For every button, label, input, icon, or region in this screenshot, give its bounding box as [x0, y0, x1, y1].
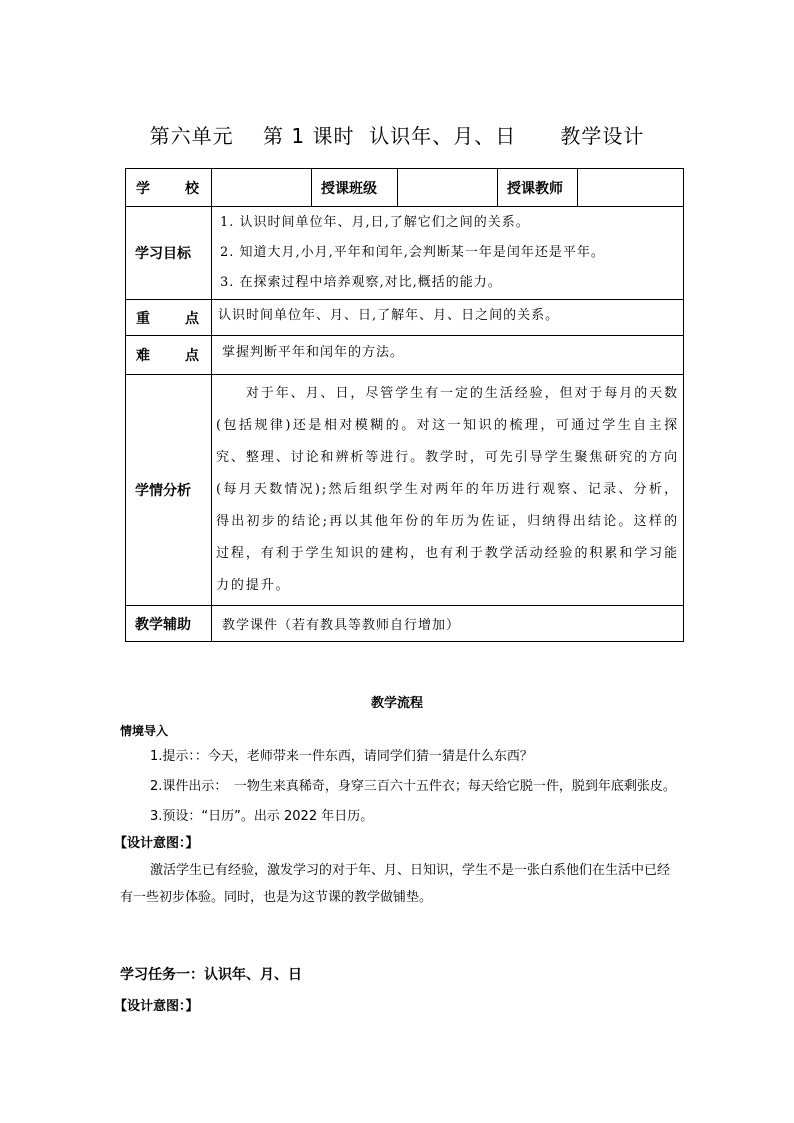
goal-item: 2. 知道大月,小月,平年和闰年,会判断某一年是闰年还是平年。 [220, 245, 605, 260]
difficulty-label: 难 点 [136, 348, 199, 364]
design-intent-label: 【设计意图：】 [114, 836, 199, 851]
goals-cell [212, 207, 684, 300]
goals-label: 学习目标 [135, 246, 191, 262]
key-label-cell [126, 300, 212, 336]
intro-item: 2.课件出示： 一物生来真稀奇，身穿三百六十五件衣；每天给它脱一件，脱到年底剩张皮。 [150, 779, 676, 794]
difficulty-cell [212, 336, 684, 375]
intro-items [114, 743, 680, 911]
teacher-value-cell [578, 169, 684, 207]
difficulty-label-cell [126, 336, 212, 375]
teacher-label: 授课教师 [507, 180, 563, 197]
lesson-info-table [125, 168, 684, 642]
section-heading: 情境导入 [120, 724, 169, 738]
intent-paragraph: 激活学生已有经验，激发学习的对于年、月、日知识，学生不是一张白系他们在生活中已经有一些初步体验。同时，也是为这节课的教学做铺垫。 [120, 863, 671, 905]
document-title: 第六单元 第 1 课时 认识年、月、日 教学设计 [149, 124, 645, 148]
analysis-cell [212, 375, 684, 606]
teacher-label-cell [498, 169, 578, 207]
intro-item: 1.提示：：今天，老师带来一件东西，请同学们猜一猜是什么东西？ [150, 749, 533, 764]
goal-item: 3. 在探索过程中培养观察,对比,概括的能力。 [220, 275, 502, 290]
key-text: 认识时间单位年、月、日,了解年、月、日之间的关系。 [218, 308, 560, 323]
class-label-cell [312, 169, 398, 207]
aid-text: 教学课件（若有教具等教师自行增加） [222, 618, 461, 633]
task-heading: 学习任务一：认识年、月、日 [120, 967, 302, 983]
school-label: 学 校 [136, 180, 199, 197]
analysis-label: 学情分析 [135, 483, 191, 499]
school-label-cell [126, 169, 212, 207]
key-label: 重 点 [136, 310, 199, 327]
analysis-text: 对于年、月、日，尽管学生有一定的生活经验，但对于每月的天数(包括规律)还是相对模糊的。对这一知识的梳理，可通过学生自主探究、整理、讨论和辨析等进行。教学时，可先引导学生聚焦研究的方向(每月天数情况);然后组织学生对两年的年历进行观察、记录、分析，得出初步的结论;再以其他年份的年历为佐证，归纳得出结论。这样的过程，有利于学生知识的建构，也有利于教学活动经验的积累和学习能力的提升。 [216, 386, 679, 593]
key-cell [212, 300, 684, 336]
flow-title: 教学流程 [370, 696, 423, 711]
analysis-label-cell [126, 375, 212, 606]
section-intro [120, 718, 680, 745]
aid-label: 教学辅助 [135, 616, 191, 633]
goals-label-cell [126, 207, 212, 300]
difficulty-text: 掌握判断平年和闰年的方法。 [222, 345, 405, 360]
aid-label-cell [126, 606, 212, 642]
class-value-cell [398, 169, 498, 207]
aid-cell [212, 606, 684, 642]
goal-item: 1. 认识时间单位年、月,日,了解它们之间的关系。 [220, 215, 530, 230]
design-intent-label: 【设计意图：】 [114, 999, 199, 1014]
school-value-cell [212, 169, 312, 207]
intro-item: 3.预设：“日历”。出示 2022 年日历。 [150, 809, 374, 824]
class-label: 授课班级 [321, 180, 377, 197]
